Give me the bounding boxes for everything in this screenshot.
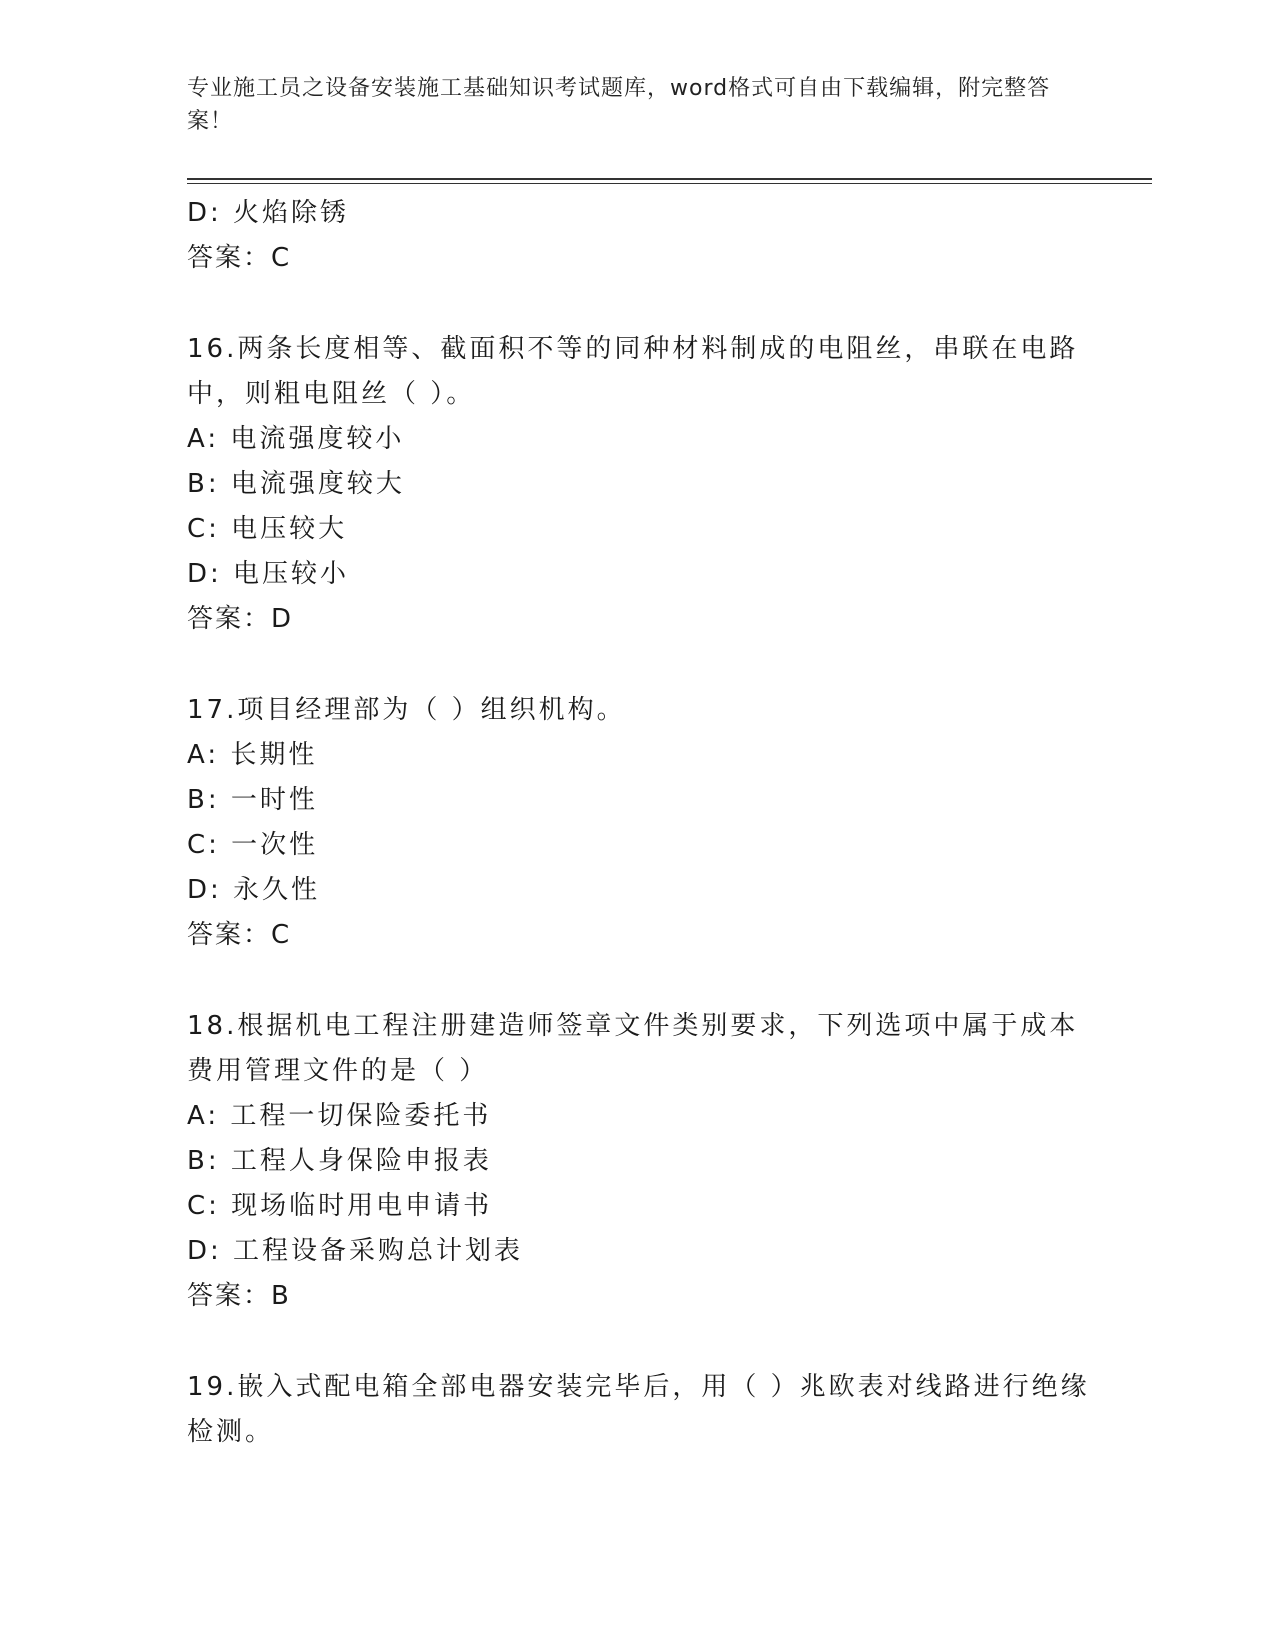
option-c: C: 电压较大 [187,514,348,544]
question-text: 16.两条长度相等、截面积不等的同种材料制成的电阻丝，串联在电路中，则粗电阻丝（ ）。 [187,334,1079,409]
question-list [187,191,1107,1455]
option-b: B: 一时性 [187,785,318,815]
option-b: B: 工程人身保险申报表 [187,1146,492,1176]
option-a: A: 长期性 [187,740,318,770]
option-c: C: 一次性 [187,830,319,860]
question-16 [187,327,1107,642]
question-text: 17.项目经理部为（ ）组织机构。 [187,695,626,725]
answer: 答案：C [187,243,292,273]
page-header: 专业施工员之设备安装施工基础知识考试题库，word格式可自由下载编辑，附完整答案！ [187,76,1051,134]
option-d: D: 电压较小 [187,559,350,589]
option-c: C: 现场临时用电申请书 [187,1191,493,1221]
header-divider [187,178,1152,180]
answer: 答案：D [187,604,294,634]
answer: 答案：C [187,920,292,950]
option-b: B: 电流强度较大 [187,469,405,499]
question-19 [187,1365,1107,1455]
question-17 [187,688,1107,958]
prev-question-tail [187,191,1107,281]
answer: 答案：B [187,1281,291,1311]
header-divider-thin [187,183,1152,184]
option-d: D: 永久性 [187,875,321,905]
option-d: D: 火焰除锈 [187,198,350,228]
option-d: D: 工程设备采购总计划表 [187,1236,524,1266]
question-18 [187,1004,1107,1319]
option-a: A: 工程一切保险委托书 [187,1101,492,1131]
question-text: 19.嵌入式配电箱全部电器安装完毕后，用（ ）兆欧表对线路进行绝缘检测。 [187,1372,1090,1447]
option-a: A: 电流强度较小 [187,424,405,454]
question-text: 18.根据机电工程注册建造师签章文件类别要求，下列选项中属于成本费用管理文件的是（ ） [187,1011,1079,1086]
